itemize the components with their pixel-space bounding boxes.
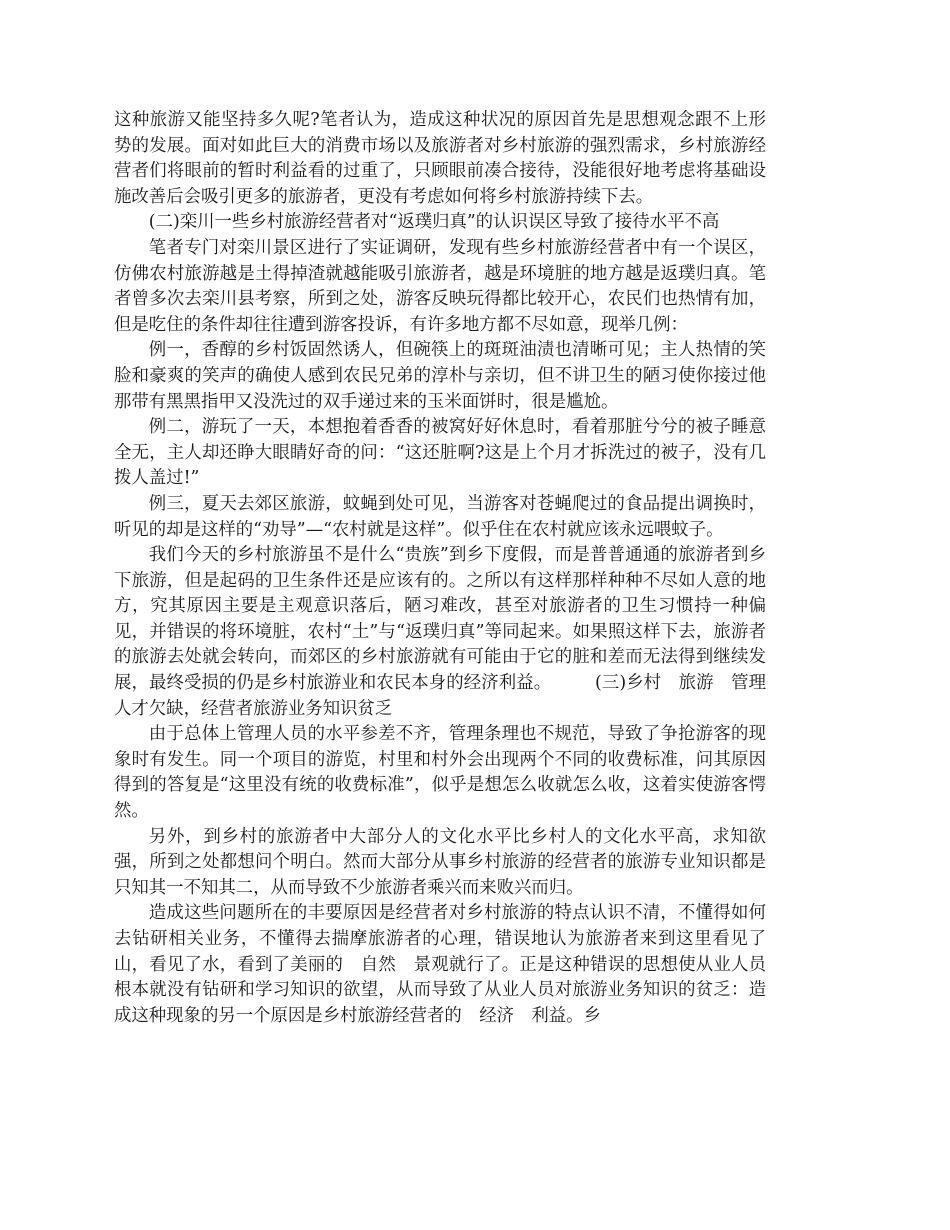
paragraph: 造成这些问题所在的丰要原因是经营者对乡村旅游的特点认识不清，不懂得如何去钻研相关业务，不懂得去揣摩旅游者的心理，错误地认为旅游者来到这里看见了山，看见了水，看到了美丽的 自然 景观就行了。正是这种错误的思想使从业人员根本就没有钻研和学习知识的欲望，从而导致了从业人员对旅游业务知识的贫乏：造成这种现象的另一个原因是乡村旅游经营者的 经济 利益。乡 <box>114 903 766 1026</box>
paragraph: 另外，到乡村的旅游者中大部分人的文化水平比乡村人的文化水平高，求知欲强，所到之处都想问个明白。然而大部分从事乡村旅游的经营者的旅游专业知识都是只知其一不知其二，从而导致不少旅游者乘兴而来败兴而归。 <box>114 826 766 898</box>
paragraph: 由于总体上管理人员的水平参差不齐，管理条理也不规范，导致了争抢游客的现象时有发生。同一个项目的游览，村里和村外会出现两个不同的收费标准，问其原因得到的答复是“这里没有统的收费标准”，似乎是想怎么收就怎么收，这着实使游客愕然。 <box>114 724 766 822</box>
section-heading-2: (二)栾川一些乡村旅游经营者对“返璞归真”的认识误区导致了接待水平不高 <box>148 212 720 233</box>
paragraph-example-1: 例一，香醇的乡村饭固然诱人，但碗筷上的斑斑油渍也清晰可见；主人热情的笑脸和豪爽的笑声的确使人感到农民兄弟的淳朴与亲切，但不讲卫生的陋习使你接过他那带有黑黑指甲又没洗过的双手递过来的玉米面饼时，很是尴尬。 <box>114 340 766 412</box>
document-body <box>114 108 766 1029</box>
paragraph-example-2: 例二，游玩了一天，本想抱着香香的被窝好好休息时，看着那脏兮兮的被子睡意全无，主人却还睁大眼睛好奇的问：“这还脏啊?这是上个月才拆洗过的被子，没有几拨人盖过!” <box>114 417 766 489</box>
paragraph: 我们今天的乡村旅游虽不是什么“贵族”到乡下度假，而是普普通通的旅游者到乡下旅游，但是起码的卫生条件还是应该有的。之所以有这样那样种种不尽如人意的地方，究其原因主要是主观意识落后，陋习难改，甚至对旅游者的卫生习惯持一种偏见，并错误的将环境脏，农村“土”与“返璞归真”等同起来。如果照这样下去，旅游者的旅游去处就会转向，而郊区的乡村旅游就有可能由于它的脏和差而无法得到继续发展，最终受损的仍是乡村旅游业和农民本身的经济利益。 (三)乡村 旅游 管理人才欠缺，经营者旅游业务知识贫乏 <box>114 545 766 719</box>
paragraph: 笔者专门对栾川景区进行了实证调研，发现有些乡村旅游经营者中有一个误区，仿佛农村旅游越是土得掉渣就越能吸引旅游者，越是环境脏的地方越是返璞归真。笔者曾多次去栾川县考察，所到之处，游客反映玩得都比较开心，农民们也热情有加，但是吃住的条件却往往遭到游客投诉，有许多地方都不尽如意，现举几例： <box>114 237 766 335</box>
paragraph-example-3: 例三，夏天去郊区旅游，蚊蝇到处可见，当游客对苍蝇爬过的食品提出调换时，听见的却是这样的“劝导”—“农村就是这样”。似乎住在农村就应该永远喂蚊子。 <box>114 493 766 540</box>
paragraph: 这种旅游又能坚持多久呢?笔者认为，造成这种状况的原因首先是思想观念跟不上形势的发展。面对如此巨大的消费市场以及旅游者对乡村旅游的强烈需求，乡村旅游经营者们将眼前的暂时利益看的过重了，只顾眼前凑合接待，没能很好地考虑将基础设施改善后会吸引更多的旅游者，更没有考虑如何将乡村旅游持续下去。 <box>114 110 766 207</box>
